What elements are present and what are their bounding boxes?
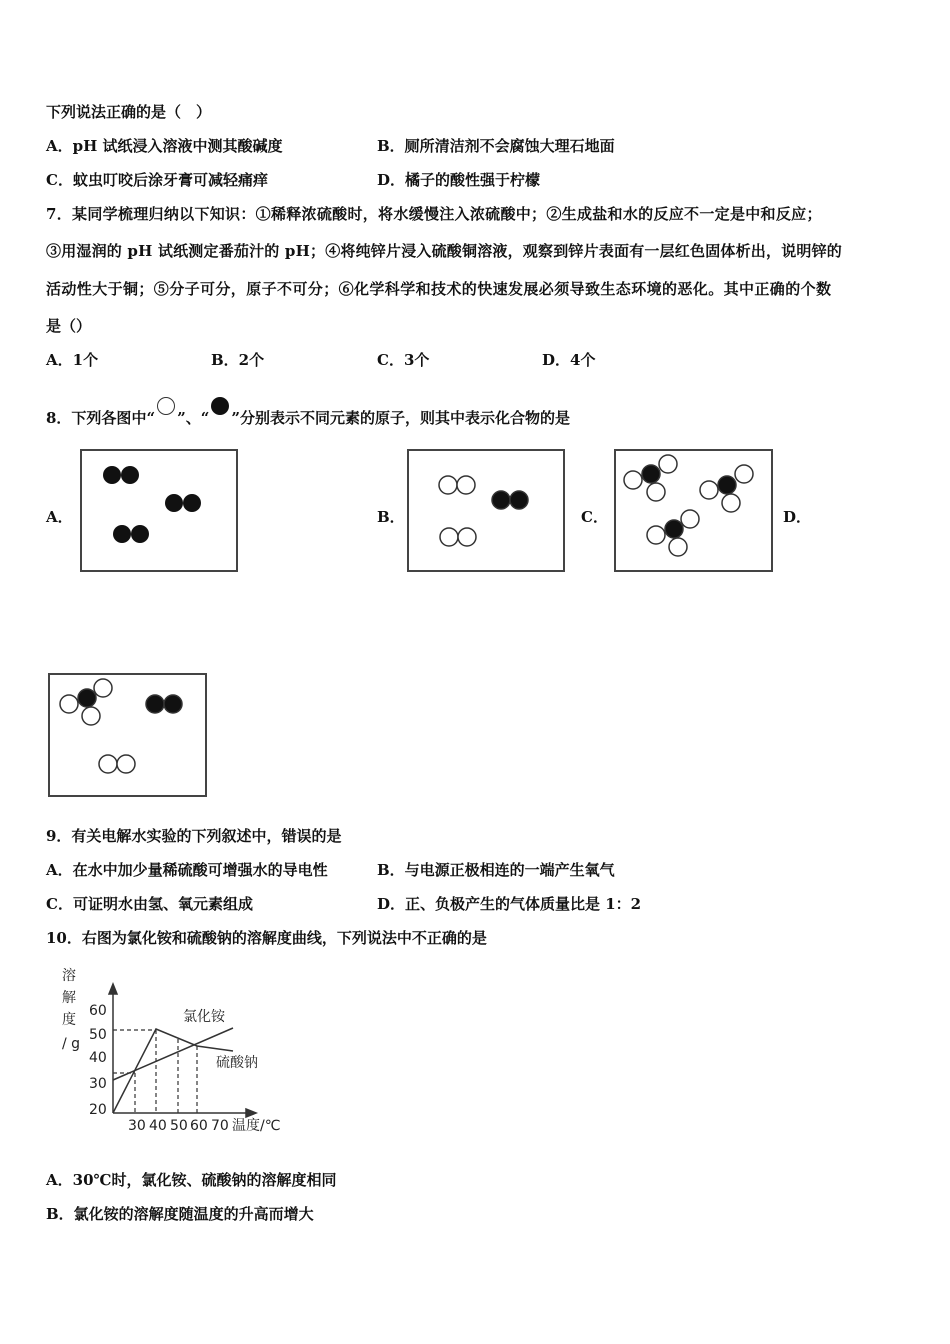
q7-option-a: A．1个 [46, 351, 99, 369]
series-label-sodium-sulfate: 硫酸钠 [216, 1055, 258, 1071]
q7-option-c: C．3个 [377, 351, 430, 369]
x-tick-30: 30 [128, 1118, 146, 1134]
y-tick-40: 40 [89, 1050, 107, 1066]
y-axis-arrow [109, 984, 117, 994]
y-label-2: 解 [62, 990, 76, 1006]
x-tick-50: 50 [170, 1118, 188, 1134]
q8-stem-part: ”、“ [177, 409, 210, 427]
q6-option-b: B．厕所清洁剂不会腐蚀大理石地面 [377, 137, 615, 155]
q9-option-c: C．可证明水由氢、氧元素组成 [46, 895, 253, 913]
q6-option-d: D．橘子的酸性强于柠檬 [377, 171, 541, 189]
q9-option-d: D．正、负极产生的气体质量比是 1：2 [377, 895, 642, 913]
q9-stem: 9．有关电解水实验的下列叙述中，错误的是 [46, 827, 342, 845]
q6-stem: 下列说法正确的是（ ） [46, 103, 212, 121]
dashed-guides [113, 1030, 197, 1113]
q7-line-3: 活动性大于铜；⑤分子可分，原子不可分；⑥化学科学和技术的快速发展必须导致生态环境的恶化。其中正确的个数 [46, 280, 832, 298]
q9-option-a: A．在水中加少量稀硫酸可增强水的导电性 [46, 861, 328, 879]
x-tick-60: 60 [190, 1118, 208, 1134]
series-label-ammonium-chloride: 氯化铵 [183, 1009, 225, 1025]
diagram-a-molecules [103, 466, 201, 543]
y-tick-50: 50 [89, 1027, 107, 1043]
x-axis-arrow [246, 1109, 256, 1117]
diagram-d-molecules [60, 679, 182, 773]
q7-line-4: 是（） [46, 317, 92, 335]
q8-label-a: A． [46, 508, 73, 526]
q7-line-1: 7．某同学梳理归纳以下知识：①稀释浓硫酸时，将水缓慢注入浓硫酸中；②生成盐和水的反应不一定是中和反应； [46, 205, 822, 223]
q9-option-b: B．与电源正极相连的一端产生氧气 [377, 861, 615, 879]
sodium-sulfate-curve [113, 1029, 233, 1113]
y-label-4: / g [62, 1036, 81, 1052]
q10-option-a: A．30℃时，氯化铵、硫酸钠的溶解度相同 [46, 1171, 337, 1189]
y-label-1: 溶 [62, 968, 76, 984]
q10-option-b: B．氯化铵的溶解度随温度的升高而增大 [46, 1205, 314, 1223]
x-tick-40: 40 [149, 1118, 167, 1134]
y-tick-60: 60 [89, 1003, 107, 1019]
y-tick-20: 20 [89, 1102, 107, 1118]
q6-option-a: A．pH 试纸浸入溶液中测其酸碱度 [46, 137, 283, 155]
q8-stem-part: ”分别表示不同元素的原子，则其中表示化合物的是 [231, 409, 570, 427]
diagram-b-molecules [439, 476, 528, 546]
q7-option-b: B．2个 [211, 351, 265, 369]
q6-option-c: C．蚊虫叮咬后涂牙膏可减轻痛痒 [46, 171, 268, 189]
diagram-c-molecules [624, 455, 753, 556]
q10-stem: 10．右图为氯化铵和硫酸钠的溶解度曲线，下列说法中不正确的是 [46, 929, 487, 947]
q8-label-d: D． [783, 508, 812, 526]
q8-stem-part: 8．下列各图中“ [46, 409, 156, 427]
q7-line-2: ③用湿润的 pH 试纸测定番茄汁的 pH；④将纯锌片浸入硫酸铜溶液，观察到锌片表面有一层红色固体析出，说明锌的 [46, 242, 842, 260]
q8-label-b: B． [377, 508, 405, 526]
q8-label-c: C． [581, 508, 608, 526]
q7-option-d: D．4个 [542, 351, 596, 369]
solubility-chart [109, 984, 256, 1117]
y-tick-30: 30 [89, 1076, 107, 1092]
y-label-3: 度 [62, 1012, 76, 1028]
x-tick-70: 70 [211, 1118, 229, 1134]
x-axis-label: 温度/℃ [232, 1118, 281, 1134]
